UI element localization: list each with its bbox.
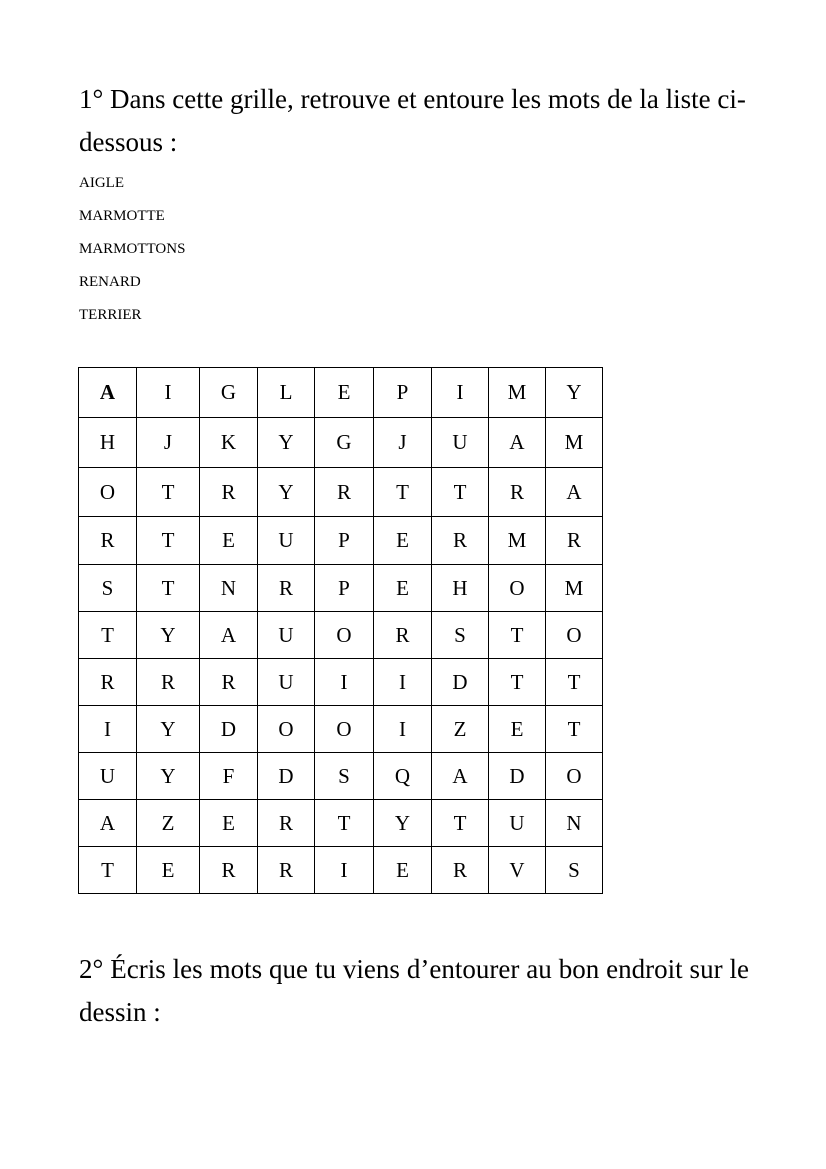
grid-cell[interactable]: G bbox=[200, 368, 258, 418]
grid-cell[interactable]: A bbox=[79, 368, 137, 418]
grid-cell[interactable]: A bbox=[432, 753, 489, 800]
grid-cell[interactable]: U bbox=[432, 418, 489, 468]
grid-cell[interactable]: I bbox=[315, 659, 374, 706]
grid-cell[interactable]: Y bbox=[258, 418, 315, 468]
grid-cell[interactable]: T bbox=[432, 468, 489, 517]
grid-cell[interactable]: T bbox=[137, 517, 200, 565]
grid-cell[interactable]: O bbox=[546, 753, 603, 800]
grid-cell[interactable]: T bbox=[489, 612, 546, 659]
grid-cell[interactable]: E bbox=[137, 847, 200, 894]
grid-cell[interactable]: D bbox=[489, 753, 546, 800]
grid-row bbox=[79, 418, 603, 468]
grid-cell[interactable]: U bbox=[258, 612, 315, 659]
grid-cell[interactable]: O bbox=[258, 706, 315, 753]
grid-cell[interactable]: O bbox=[315, 706, 374, 753]
grid-cell[interactable]: T bbox=[315, 800, 374, 847]
grid-cell[interactable]: R bbox=[200, 847, 258, 894]
grid-cell[interactable]: R bbox=[315, 468, 374, 517]
grid-cell[interactable]: T bbox=[432, 800, 489, 847]
grid-cell[interactable]: Y bbox=[137, 612, 200, 659]
grid-cell[interactable]: E bbox=[200, 517, 258, 565]
grid-cell[interactable]: Y bbox=[374, 800, 432, 847]
grid-cell[interactable]: O bbox=[79, 468, 137, 517]
grid-cell[interactable]: E bbox=[315, 368, 374, 418]
grid-cell[interactable]: R bbox=[432, 847, 489, 894]
grid-cell[interactable]: Y bbox=[137, 753, 200, 800]
word-list-item: MARMOTTONS bbox=[79, 241, 186, 257]
grid-cell[interactable]: Z bbox=[137, 800, 200, 847]
grid-cell[interactable]: T bbox=[489, 659, 546, 706]
grid-cell[interactable]: P bbox=[374, 368, 432, 418]
grid-row bbox=[79, 706, 603, 753]
word-list-item: AIGLE bbox=[79, 175, 124, 191]
grid-row bbox=[79, 847, 603, 894]
grid-row bbox=[79, 368, 603, 418]
grid-cell[interactable]: Y bbox=[258, 468, 315, 517]
grid-cell[interactable]: R bbox=[79, 517, 137, 565]
grid-cell[interactable]: T bbox=[546, 659, 603, 706]
grid-cell[interactable]: S bbox=[432, 612, 489, 659]
grid-cell[interactable]: E bbox=[374, 565, 432, 612]
grid-cell[interactable]: S bbox=[546, 847, 603, 894]
grid-cell[interactable]: R bbox=[79, 659, 137, 706]
question-1: 1° Dans cette grille, retrouve et entoure les mots de la liste ci-dessous : bbox=[79, 84, 746, 157]
grid-cell[interactable]: U bbox=[79, 753, 137, 800]
grid-cell[interactable]: Q bbox=[374, 753, 432, 800]
grid-cell[interactable]: I bbox=[374, 659, 432, 706]
grid-cell[interactable]: T bbox=[79, 612, 137, 659]
word-list-item: TERRIER bbox=[79, 307, 142, 323]
grid-cell[interactable]: Y bbox=[546, 368, 603, 418]
grid-cell[interactable]: M bbox=[546, 418, 603, 468]
grid-cell[interactable]: P bbox=[315, 565, 374, 612]
grid-cell[interactable]: I bbox=[79, 706, 137, 753]
grid-cell[interactable]: Y bbox=[137, 706, 200, 753]
grid-cell[interactable]: T bbox=[374, 468, 432, 517]
grid-cell[interactable]: F bbox=[200, 753, 258, 800]
grid-cell[interactable]: D bbox=[200, 706, 258, 753]
grid-cell[interactable]: J bbox=[137, 418, 200, 468]
grid-cell[interactable]: T bbox=[137, 468, 200, 517]
grid-cell[interactable]: I bbox=[137, 368, 200, 418]
grid-cell[interactable]: R bbox=[432, 517, 489, 565]
grid-cell[interactable]: R bbox=[200, 659, 258, 706]
grid-cell[interactable]: R bbox=[137, 659, 200, 706]
grid-cell[interactable]: M bbox=[546, 565, 603, 612]
grid-cell[interactable]: H bbox=[432, 565, 489, 612]
grid-cell[interactable]: I bbox=[432, 368, 489, 418]
grid-cell[interactable]: R bbox=[546, 517, 603, 565]
grid-cell[interactable]: E bbox=[489, 706, 546, 753]
grid-cell[interactable]: R bbox=[200, 468, 258, 517]
grid-cell[interactable]: Z bbox=[432, 706, 489, 753]
grid-cell[interactable]: J bbox=[374, 418, 432, 468]
grid-cell[interactable]: I bbox=[315, 847, 374, 894]
grid-cell[interactable]: T bbox=[546, 706, 603, 753]
word-search-grid bbox=[78, 367, 603, 894]
grid-row bbox=[79, 468, 603, 517]
grid-cell[interactable]: N bbox=[200, 565, 258, 612]
grid-cell[interactable]: T bbox=[137, 565, 200, 612]
grid-cell[interactable]: S bbox=[79, 565, 137, 612]
word-list-item: MARMOTTE bbox=[79, 208, 165, 224]
grid-cell[interactable]: E bbox=[374, 517, 432, 565]
grid-cell[interactable]: E bbox=[374, 847, 432, 894]
grid-cell[interactable]: A bbox=[546, 468, 603, 517]
grid-cell[interactable]: O bbox=[546, 612, 603, 659]
grid-cell[interactable]: U bbox=[258, 659, 315, 706]
grid-cell[interactable]: T bbox=[79, 847, 137, 894]
grid-cell[interactable]: D bbox=[432, 659, 489, 706]
grid-cell[interactable]: N bbox=[546, 800, 603, 847]
grid-cell[interactable]: R bbox=[489, 468, 546, 517]
grid-cell[interactable]: K bbox=[200, 418, 258, 468]
grid-row bbox=[79, 659, 603, 706]
grid-cell[interactable]: R bbox=[258, 800, 315, 847]
grid-cell[interactable]: R bbox=[374, 612, 432, 659]
grid-cell[interactable]: G bbox=[315, 418, 374, 468]
grid-cell[interactable]: R bbox=[258, 565, 315, 612]
grid-cell[interactable]: L bbox=[258, 368, 315, 418]
grid-cell[interactable]: S bbox=[315, 753, 374, 800]
grid-cell[interactable]: H bbox=[79, 418, 137, 468]
grid-cell[interactable]: M bbox=[489, 368, 546, 418]
question-2: 2° Écris les mots que tu viens d’entourer au bon endroit sur le dessin : bbox=[79, 954, 749, 1027]
grid-cell[interactable]: U bbox=[258, 517, 315, 565]
grid-cell[interactable]: O bbox=[315, 612, 374, 659]
grid-row bbox=[79, 517, 603, 565]
grid-row bbox=[79, 565, 603, 612]
grid-cell[interactable]: A bbox=[200, 612, 258, 659]
grid-row bbox=[79, 800, 603, 847]
word-list-item: RENARD bbox=[79, 274, 141, 290]
grid-cell[interactable]: P bbox=[315, 517, 374, 565]
grid-cell[interactable]: E bbox=[200, 800, 258, 847]
grid-cell[interactable]: R bbox=[258, 847, 315, 894]
grid-row bbox=[79, 753, 603, 800]
word-list bbox=[79, 173, 185, 338]
grid-cell[interactable]: A bbox=[79, 800, 137, 847]
grid-cell[interactable]: A bbox=[489, 418, 546, 468]
grid-cell[interactable]: U bbox=[489, 800, 546, 847]
grid-cell[interactable]: O bbox=[489, 565, 546, 612]
grid-row bbox=[79, 612, 603, 659]
grid-cell[interactable]: D bbox=[258, 753, 315, 800]
grid-cell[interactable]: I bbox=[374, 706, 432, 753]
grid-cell[interactable]: V bbox=[489, 847, 546, 894]
grid-cell[interactable]: M bbox=[489, 517, 546, 565]
